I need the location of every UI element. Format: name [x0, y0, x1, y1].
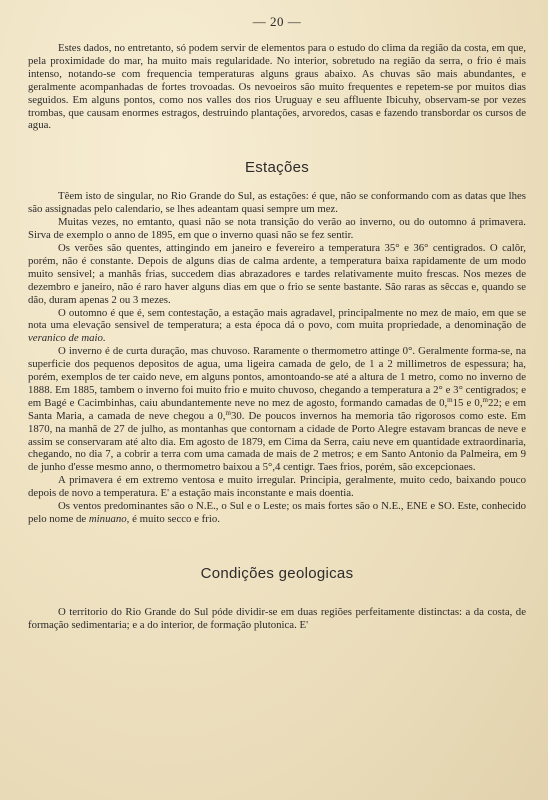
estacoes-paragraph-1: Têem isto de singular, no Rio Grande do Sul, as estações: é que, não se conformando com as datas que lhes são assignadas pelo calendario, se lhes adeantam quasi sempre um mez. [28, 190, 526, 216]
p7-part-a: Os ventos predominantes são o N.E., o Sul e o Leste; os mais fortes são o N.E., ENE e SO. Este, conhecido pelo nome de [28, 500, 526, 525]
p5-part-a: O inverno é de curta duração, mas chuvoso. Raramente o thermometro attinge 0°. Geralmente forma-se, na superficie dos pequenos depositos de agua, uma ligeira camada de gelo, de 1 a 2 millimetros de espessura; ha, porém, exemplos de ter caido neve, em alguns pontos, amontoando-se até a altura de 1 metro, como no inverno de 1888. Em 1885, tambem o inverno foi muito frio e muito chuvoso, chegando a temperatura a 2° e 3° centigrados; e em Bagé e Cacimbinhas, caiu abundantemente neve no mez de agosto, formando camadas de 0, [28, 345, 526, 409]
estacoes-paragraph-4-text: O outomno é que é, sem contestação, a estação mais agradavel, principalmente no mez de maio, em que se nota uma elevação sensivel de temperatura; a esta época dá o povo, com muita propriedade, a denominação de [28, 306, 526, 332]
p5-sup-1: m [447, 395, 453, 404]
estacoes-paragraph-4 [28, 307, 526, 346]
p5-part-d: 30. De poucos invernos ha memoria tão rigorosos como este. Em 1870, na manhã de 27 de julho, as montanhas que contornam a cidade de Porto Alegre estavam brancas de neve e assim se conservaram até alto dia. Em agosto de 1879, em Cima da Serra, caiu neve em quantidade extraordinaria, chegando, no dia 7, a cobrir a terra com uma camada de mais de 2 metros; e em Santo Antonio da Palmeira, em 9 de junho d'esse mesmo anno, o thermometro baixou a 5°,4 centigr. Taes frios, porém, são excepcionaes. [28, 409, 526, 474]
estacoes-paragraph-4-italic: veranico de maio. [28, 332, 106, 345]
estacoes-paragraph-3: Os verões são quentes, attingindo em janeiro e fevereiro a temperatura 35° e 36° centigrados. O calôr, porém, não é constante. Depois de alguns dias de calma ardente, a temperatura baixa rapidamente de um modo muito sensivel; a manhãs frias, succedem dias abrazadores e tardes relativamente muito frescas. Nos mezes de dezembro e janeiro, não é raro haver alguns dias em que o frio se sente bastante. São raras as sêccas e, quando se dão, duram apenas 2 ou 3 mezes. [28, 241, 526, 306]
estacoes-paragraph-6: A primavera é em extremo ventosa e muito irregular. Principia, geralmente, muito cedo, baixando pouco depois de novo a temperatura. E' a estação mais inconstante e mais doentia. [28, 474, 526, 500]
p5-part-b: 15 e 0, [452, 396, 483, 409]
page-number: — 20 — [252, 14, 302, 29]
p7-italic: minuano, [88, 513, 130, 525]
estacoes-paragraph-7 [28, 500, 526, 526]
section-heading-condicoes-geologicas: Condições geologicas [200, 564, 354, 582]
estacoes-paragraph-2: Muitas vezes, no emtanto, quasi não se nota transição do verão ao inverno, ou do outomno á primavera. Sirva de exemplo o anno de 1895, em que o inverno quasi não se fez sentir. [28, 216, 526, 242]
intro-paragraph: Estes dados, no entretanto, só podem servir de elementos para o estudo do clima da região da costa, em que, pela proximidade do mar, ha muito mais regularidade. No interior, sobretudo na região da serra, o frio é mais intenso, notando-se com frequencia temperaturas alguns graus abaixo. As chuvas são mais abundantes, e geralmente acompanhadas de fortes trovoadas. Os nevoeiros são muito frequentes e repetem-se por muitos dias seguidos. Em alguns pontos, como nos valles dos rios Uruguay e seu affluente Ibicuhy, observam-se por vezes trombas, que causam enormes estragos, destruindo plantações, arvoredos, casas e fazendo transbordar os cursos de agua. [28, 42, 526, 132]
estacoes-paragraph-5 [28, 345, 526, 474]
p7-part-b: é muito secco e frio. [129, 513, 220, 525]
p5-part-c: 22; e em Santa Maria, a camada de neve chegou a 0, [28, 396, 526, 422]
condicoes-paragraph-1: O territorio do Rio Grande do Sul póde dividir-se em duas regiões perfeitamente distinctas: a da costa, de formação sedimentaria; e a do interior, de formação plutonica. E' [28, 605, 526, 631]
p5-sup-2: m [482, 395, 488, 404]
p5-sup-3: m [225, 408, 231, 417]
section-heading-estacoes: Estações [244, 159, 310, 177]
